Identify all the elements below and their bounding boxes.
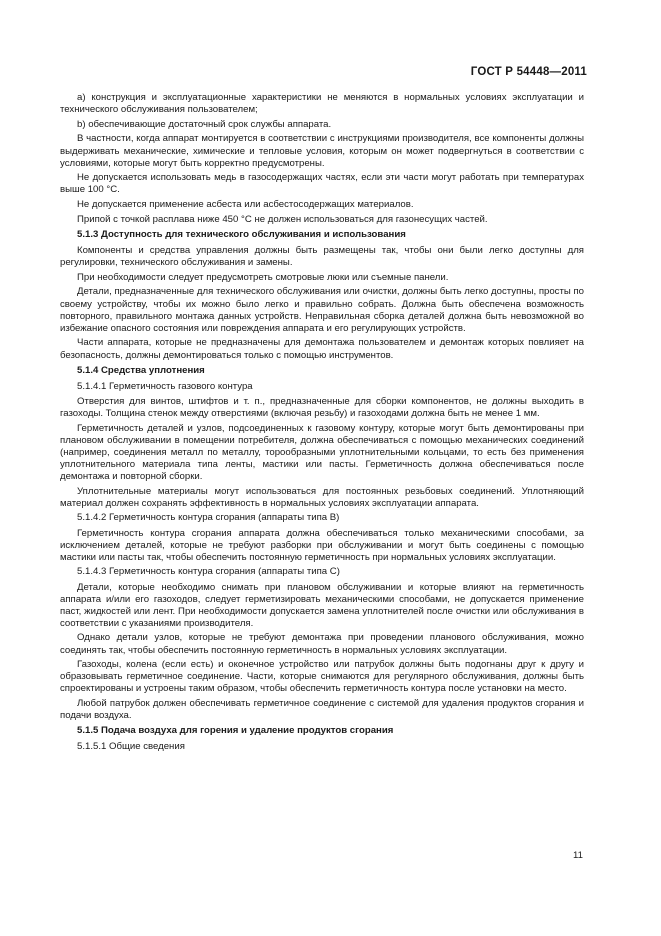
- paragraph: а) конструкция и эксплуатационные характеристики не меняются в нормальных условиях эксплуатации и технического обслуживания пользователем;: [60, 92, 584, 116]
- section-heading: 5.1.5 Подача воздуха для горения и удаление продуктов сгорания: [77, 725, 394, 737]
- paragraph: b) обеспечивающие достаточный срок службы аппарата.: [77, 118, 332, 130]
- paragraph: Герметичность контура сгорания аппарата должна обеспечиваться только механическими способами, за исключением деталей, которые не требуют разборки при обслуживании и могут быть соединены с помощью мастики или пасты так, чтобы обеспечить постоянную герметичность при нормальных условиях эксплуатации.: [60, 527, 584, 563]
- paragraph: Однако детали узлов, которые не требуют демонтажа при проведении планового обслуживания, можно соединять так, чтобы обеспечить постоянную герметичность в нормальных условиях эксплуатации.: [60, 632, 584, 656]
- section-heading: 5.1.4 Средства уплотнения: [77, 364, 205, 376]
- paragraph: В частности, когда аппарат монтируется в соответствии с инструкциями производителя, все компоненты должны выдерживать механические, химические и тепловые условия, которым он может подвергнуться в соответствии с условиями, которые могут быть корректно предусмотрены.: [60, 133, 584, 169]
- subsection-heading: 5.1.5.1 Общие сведения: [77, 741, 185, 753]
- section-heading: 5.1.3 Доступность для технического обслуживания и использования: [77, 228, 406, 240]
- paragraph: Любой патрубок должен обеспечивать герметичное соединение с системой для удаления продуктов сгорания и подачи воздуха.: [60, 698, 584, 722]
- paragraph: Части аппарата, которые не предназначены для демонтажа пользователем и демонтаж которых повлияет на безопасность, должны демонтироваться только с помощью инструментов.: [60, 337, 584, 361]
- paragraph: Не допускается применение асбеста или асбестосодержащих материалов.: [77, 199, 414, 211]
- paragraph: Детали, предназначенные для технического обслуживания или очистки, должны быть легко доступны, просты по своему устройству, чтобы их можно было легко и правильно собрать. Должна быть обеспечена возможность повторного, правильного монтажа данных устройств. Неправильная сборка деталей должна быть невозможной во избежание опасного состояния или повреждения аппарата и его регулирующих устройств.: [60, 286, 584, 334]
- paragraph: Уплотнительные материалы могут использоваться для постоянных резьбовых соединений. Уплотняющий материал должен сохранять эффективность в нормальных условиях эксплуатации аппарата.: [60, 485, 584, 509]
- subsection-heading: 5.1.4.1 Герметичность газового контура: [77, 380, 253, 392]
- paragraph: Отверстия для винтов, штифтов и т. п., предназначенные для сборки компонентов, не должны выходить в газоходы. Толщина стенок между отверстиями (включая резьбу) и газоходами должна быть не менее 1 мм.: [60, 395, 584, 419]
- subsection-heading: 5.1.4.3 Герметичность контура сгорания (аппараты типа С): [77, 566, 340, 578]
- subsection-heading: 5.1.4.2 Герметичность контура сгорания (аппараты типа В): [77, 512, 340, 524]
- paragraph: Не допускается использовать медь в газосодержащих частях, если эти части могут работать при температурах выше 100 °С.: [60, 172, 584, 196]
- paragraph: Детали, которые необходимо снимать при плановом обслуживании и которые влияют на герметичность аппарата и/или его газоходов, следует герметизировать механическими способами, не допускается применение паст, жидкостей или лент. При необходимости допускается замена уплотнителей после очистки или обслуживания в соответствии с указаниями производителя.: [60, 581, 584, 629]
- standard-designation: ГОСТ Р 54448—2011: [470, 66, 587, 78]
- paragraph: При необходимости следует предусмотреть смотровые люки или съемные панели.: [77, 271, 449, 283]
- paragraph: Герметичность деталей и узлов, подсоединенных к газовому контуру, которые могут быть демонтированы при плановом обслуживании в помещении потребителя, должна обеспечиваться с помощью механических соединений (например, соединения металл по металлу, торообразными уплотнительными кольцами, то есть без применения уплотнительного материала типа ленты, мастики или пасты. Герметичность должна обеспечиваться после демонтажа и повторной сборки.: [60, 422, 584, 482]
- paragraph: Газоходы, колена (если есть) и оконечное устройство или патрубок должны быть подогнаны друг к другу и образовывать герметичное соединение. Части, которые снимаются для регулярного обслуживания, должны быть спроектированы и устроены таким образом, чтобы обеспечить герметичность контура после установки на место.: [60, 659, 584, 695]
- paragraph: Компоненты и средства управления должны быть размещены так, чтобы они были легко доступны для регулировки, технического обслуживания и замены.: [60, 245, 584, 269]
- paragraph: Припой с точкой расплава ниже 450 °С не должен использоваться для газонесущих частей.: [77, 213, 488, 225]
- page-number: 11: [573, 850, 583, 861]
- body-text: [60, 92, 584, 757]
